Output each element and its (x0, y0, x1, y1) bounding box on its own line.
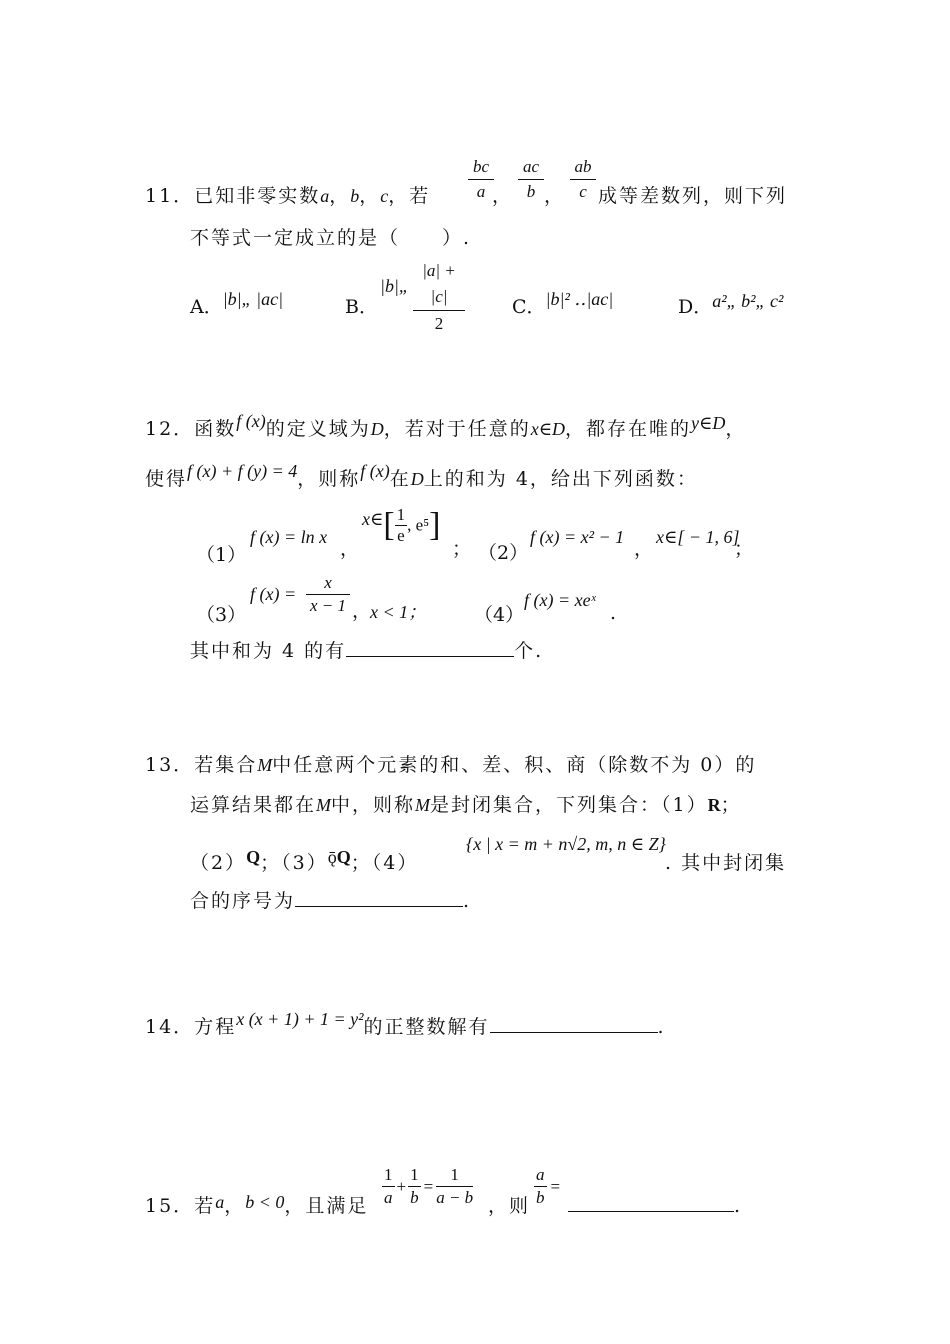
q15-blank-line: . (568, 1193, 742, 1219)
q12-f1-comma: ， (340, 538, 362, 560)
q12-f1-expr: f (x) = ln x (250, 527, 328, 547)
q12-f2-domain: x∈[ − 1, 6] (656, 527, 740, 547)
q14-answer-blank[interactable] (490, 1014, 658, 1033)
q12-f3-domain: x < 1； (370, 602, 427, 622)
q11-frac2: ac b (518, 155, 544, 204)
q12-f1-end: ； (452, 538, 474, 560)
q15-then: ，则 (488, 1195, 531, 1217)
q13-line4: 合的序号为 . (190, 890, 472, 912)
q11-commas2: ， (544, 185, 566, 207)
q12-f4-end: . (610, 602, 619, 624)
q13-line1: 13．若集合M中任意两个元素的和、差、积、商（除数不为 0）的 (145, 754, 757, 776)
q11-option-b-frac: |a| + |c| 2 (413, 258, 465, 337)
q12-f4-expr: f (x) = xeˣ (524, 590, 596, 610)
q12-f2-end: ； (734, 538, 756, 560)
q12-f1-label: （1） (196, 544, 247, 566)
q11-option-c: C．|b|² ‥|ac| (512, 289, 614, 318)
q12-f2-comma: ， (634, 538, 656, 560)
q12-f2-label: （2） (478, 542, 529, 564)
q11-option-b: B． (345, 296, 378, 318)
q11-line1: 11．已知非零实数a，b，c，若 (145, 185, 431, 207)
q11-line2: 不等式一定成立的是（ ）. (190, 227, 472, 249)
q15-equation: $\frac{1}{a}$ + $\frac{1}{b}$ = $\frac{1}{a - b}$ (384, 1165, 474, 1207)
q12-f4-label: （4） (474, 604, 525, 626)
q12-f2-expr: f (x) = x² − 1 (530, 527, 625, 547)
q13-answer-blank[interactable] (295, 888, 463, 907)
q11-commas: ， (492, 185, 514, 207)
q12-f3-lhs: f (x) = (250, 584, 297, 604)
q15-line: 15．若a，b < 0，且满足 (145, 1192, 369, 1217)
q13-line3-end: . 其中封闭集 (665, 852, 787, 874)
q12-f1-domain: x∈[ $\frac{1}{e}$ , e⁵] (362, 505, 441, 545)
q12-f3-frac: x x − 1 (306, 572, 350, 617)
q15-ratio: $\frac{a}{b}$ = (536, 1165, 561, 1207)
q11-option-b-left: |b|„ (380, 276, 409, 296)
q11-option-d: D．a²„ b²„ c² (678, 291, 784, 318)
q12-line2: 使得f (x) + f (y) = 4，则称f (x)在D上的和为 4，给出下列函数： (145, 461, 698, 490)
q13-line3: （2）Q；（3）ǭQ；（4） (190, 847, 419, 874)
q15-answer-blank[interactable] (568, 1193, 734, 1212)
q11-option-a: A．|b|„ |ac| (190, 289, 284, 318)
q12-line1: 12．函数f (x)的定义域为D，若对于任意的x∈D，都存在唯的y∈D， (145, 411, 747, 440)
q11-frac1: bc a (468, 155, 494, 204)
q11-frac3: ab c (570, 155, 596, 204)
q12-question: 其中和为 4 的有 个. (190, 640, 544, 662)
q11-line1-end: 成等差数列，则下列 (598, 185, 788, 207)
q12-answer-blank[interactable] (346, 638, 514, 657)
q14-line: 14．方程x (x + 1) + 1 = y²的正整数解有 . (145, 1009, 666, 1038)
q12-f3-label: （3） (196, 604, 247, 626)
q12-f3-comma: ， (352, 600, 374, 622)
q13-set4: {x | x = m + n√2, m, n ∈ Z} (466, 834, 666, 854)
q13-line2: 运算结果都在M中，则称M是封闭集合，下列集合：（1）R； (190, 794, 742, 816)
